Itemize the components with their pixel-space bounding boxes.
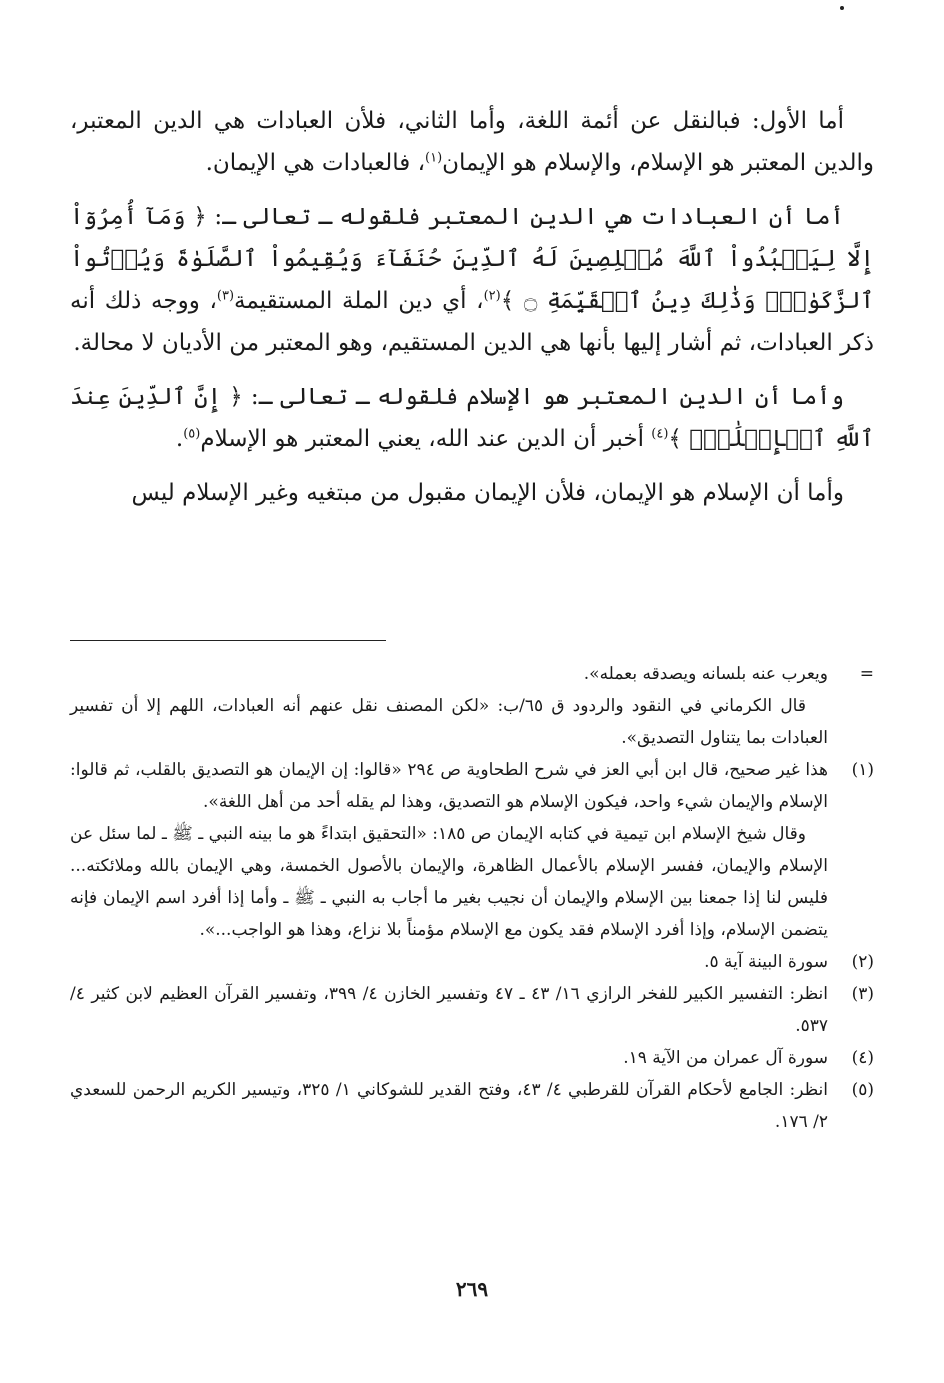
footnote-ref-3: (٣) [216,288,235,304]
main-text [70,100,874,526]
p4-text: وأما أن الإسلام هو الإيمان، فلأن الإيمان مقبول من مبتغيه وغير الإسلام ليس [131,480,844,506]
footnote [70,946,874,978]
ink-dot [840,6,844,10]
paragraph-3 [70,376,874,460]
p2-text-c: ، ووجه ذلك أنه ذكر العبادات، ثم أشار إليها بأنها هي الدين المستقيم، وهو المعتبر من الأديان لا محالة. [70,288,874,356]
p2-text-a: أما أن العبادات هي الدين المعتبر فلقوله ـ تعالى ـ: [206,204,844,230]
footnote [70,690,874,754]
footnote-number: (٣) [851,984,874,1004]
quran-verse-1: ﴿ وَمَآ أُمِرُوٓاْ إِلَّا لِيَعۡبُدُواْ ٱللَّهَ مُخۡلِصِينَ لَهُ ٱلدِّينَ حُنَفَآءَ وَيُقِيمُواْ ٱلصَّلَوٰةَ وَيُؤۡتُواْ ٱلزَّكَوٰةَۚ وَذَٰلِكَ دِينُ ٱلۡقَيِّمَةِ ۝ ﴾ [70,204,874,314]
p3-text-c: . [175,426,184,452]
footnote-text: سورة آل عمران من الآية ١٩. [623,1048,828,1068]
footnote-text: وقال شيخ الإسلام ابن تيمية في كتابه الإيمان ص ١٨٥: «التحقيق ابتداءً هو ما بينه النبي ـ ﷺ ـ لما سئل عن الإسلام والإيمان، ففسر الإسلام بالأعمال الظاهرة، والإيمان بالأصول الخمسة، وهي الإيمان بالله وملائكته... فليس لنا إذا جمعنا بين الإسلام والإيمان أن نجيب بغير ما أجاب به النبي ـ ﷺ ـ وأما إذا أفرد اسم الإيمان فإنه يتضمن الإسلام، وإذا أفرد الإسلام فقد يكون مع الإسلام مؤمناً بلا نزاع، وهذا هو الواجب...». [70,824,828,940]
footnote [70,818,874,946]
footnote-text: قال الكرماني في النقود والردود ق ٦٥/ب: «لكن المصنف نقل عنهم أنه العبادات، اللهم إلا أن تفسير العبادات بما يتناول التصديق». [70,696,828,748]
quran-verse-2: ﴿ إِنَّ ٱلدِّينَ عِندَ ٱللَّهِ ٱلۡإِسۡلَٰمُۗ ﴾ [70,384,874,452]
book-page [70,0,874,1383]
paragraph-4 [70,472,874,514]
footnote-text: هذا غير صحيح، قال ابن أبي العز في شرح الطحاوية ص ٢٩٤ «قالوا: إن الإيمان هو التصديق بالقلب، ثم قالوا: الإسلام والإيمان شيء واحد، فيكون الإسلام هو التصديق، وهذا لم يقله أحد من أهل اللغة». [70,760,828,812]
p3-text-b: أخبر أن الدين عند الله، يعني المعتبر هو الإسلام [200,426,652,452]
footnote-text: سورة البينة آية ٥. [704,952,828,972]
p3-text-a: وأما أن الدين المعتبر هو الإسلام فلقوله ـ تعالى ـ: [242,384,844,410]
footnote [70,754,874,818]
footnote-ref-2: (٢) [483,288,501,304]
footnote-number: = [859,664,874,684]
footnote-separator [70,640,386,641]
footnotes [70,658,874,1138]
footnote-text: انظر: التفسير الكبير للفخر الرازي ١٦/ ٤٣ ـ ٤٧ وتفسير الخازن ٤/ ٣٩٩، وتفسير القرآن العظيم لابن كثير ٤/ ٥٣٧. [70,984,828,1036]
footnote-number: (٤) [851,1048,874,1068]
footnote-ref-1: (١) [425,150,443,166]
paragraph-2 [70,196,874,364]
p1-text: أما الأول: فبالنقل عن أئمة اللغة، وأما الثاني، فلأن العبادات هي الدين المعتبر، والدين المعتبر هو الإسلام، والإسلام هو الإيمان [70,108,874,176]
footnote-text: ويعرب عنه بلسانه ويصدقه بعمله». [583,664,828,684]
footnote [70,1042,874,1074]
p2-text-b: ، أي دين الملة المستقيمة [234,288,484,314]
footnote-number: (٢) [851,952,874,972]
footnote-ref-4: (٤) [651,426,669,442]
p1-tail: ، فالعبادات هي الإيمان. [205,150,425,176]
page-number: ٢٦٩ [455,1277,489,1301]
footnote-ref-5: (٥) [183,426,201,442]
footnote [70,658,874,690]
footnote [70,978,874,1042]
footnote-text: انظر: الجامع لأحكام القرآن للقرطبي ٤/ ٤٣، وفتح القدير للشوكاني ١/ ٣٢٥، وتيسير الكريم الرحمن للسعدي ٢/ ١٧٦. [70,1080,828,1132]
footnote-number: (١) [851,760,874,780]
footnote-number: (٥) [851,1080,874,1100]
footnote [70,1074,874,1138]
paragraph-1 [70,100,874,184]
